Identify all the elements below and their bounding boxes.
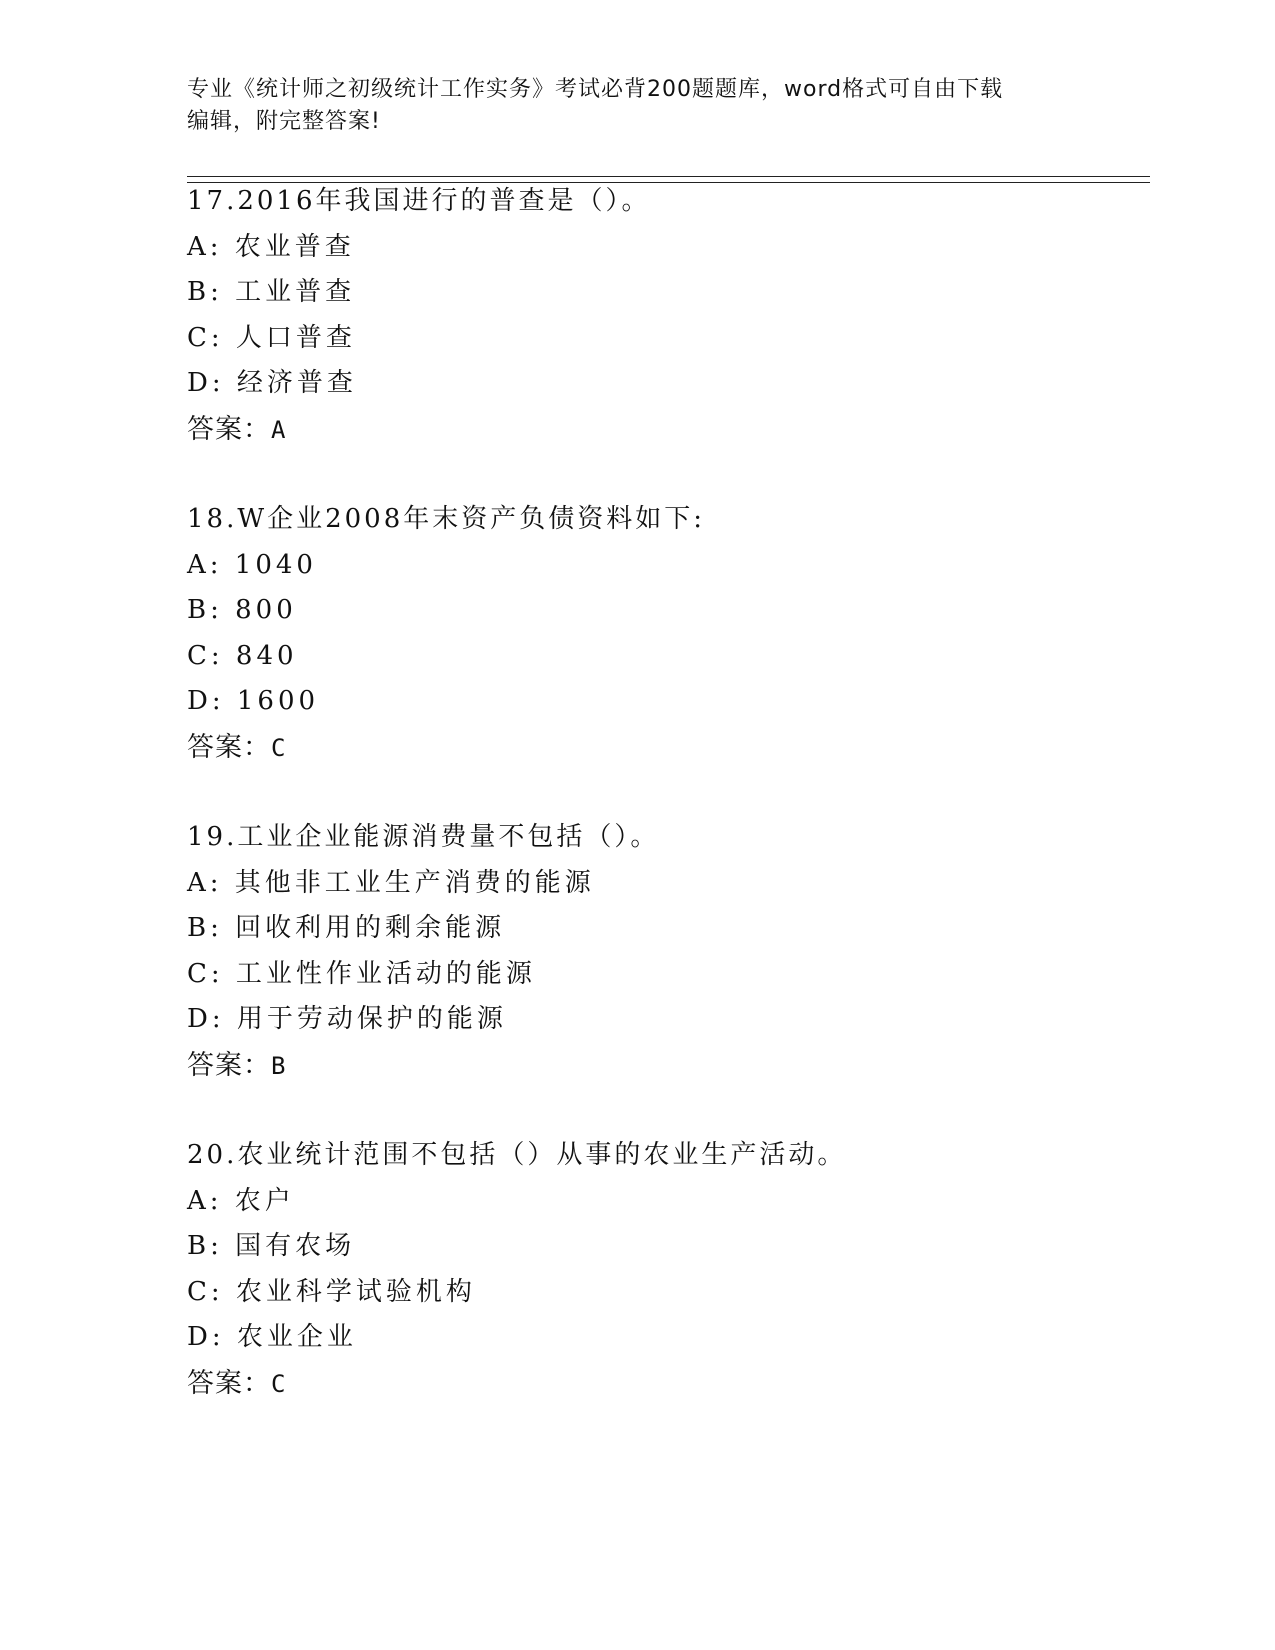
question-stem: 19.工业企业能源消费量不包括（）。 — [187, 822, 660, 852]
answer-label: 答案： — [187, 1367, 271, 1399]
question-19 — [187, 815, 1147, 1088]
question-stem: 20.农业统计范围不包括（）从事的农业生产活动。 — [187, 1140, 847, 1170]
answer-value: A — [271, 415, 286, 444]
header-line-2: 编辑，附完整答案! — [187, 109, 381, 134]
question-stem: 18.W企业2008年末资产负债资料如下: — [187, 504, 706, 534]
answer-value: B — [271, 1051, 286, 1080]
answer-value: C — [271, 733, 286, 762]
option-c: C: 840 — [187, 640, 298, 671]
option-a: A: 1040 — [187, 549, 317, 580]
option-a: A: 农户 — [187, 1185, 295, 1216]
option-d: D: 用于劳动保护的能源 — [187, 1004, 507, 1034]
answer-line — [187, 407, 1147, 453]
answer-label: 答案： — [187, 731, 271, 763]
question-18 — [187, 497, 1147, 770]
option-a: A: 其他非工业生产消费的能源 — [187, 867, 595, 898]
option-c: C: 人口普查 — [187, 322, 356, 353]
header-line-1: 专业《统计师之初级统计工作实务》考试必背200题题库，word格式可自由下载 — [187, 77, 1004, 102]
header-divider-top — [187, 176, 1150, 177]
option-c: C: 农业科学试验机构 — [187, 1276, 476, 1307]
option-b: B: 800 — [187, 595, 297, 625]
option-b: B: 回收利用的剩余能源 — [187, 913, 506, 943]
answer-label: 答案： — [187, 1049, 271, 1081]
question-20 — [187, 1133, 1147, 1406]
question-17 — [187, 179, 1147, 452]
answer-line — [187, 1043, 1147, 1089]
option-c: C: 工业性作业活动的能源 — [187, 958, 536, 989]
answer-line — [187, 725, 1147, 771]
option-d: D: 农业企业 — [187, 1322, 357, 1352]
question-stem: 17.2016年我国进行的普查是（）。 — [187, 186, 651, 216]
document-header — [187, 74, 1087, 138]
answer-value: C — [271, 1369, 286, 1398]
option-b: B: 工业普查 — [187, 277, 356, 307]
answer-line — [187, 1361, 1147, 1407]
option-d: D: 1600 — [187, 686, 320, 716]
option-d: D: 经济普查 — [187, 368, 357, 398]
option-b: B: 国有农场 — [187, 1231, 356, 1261]
option-a: A: 农业普查 — [187, 231, 355, 262]
answer-label: 答案： — [187, 413, 271, 445]
